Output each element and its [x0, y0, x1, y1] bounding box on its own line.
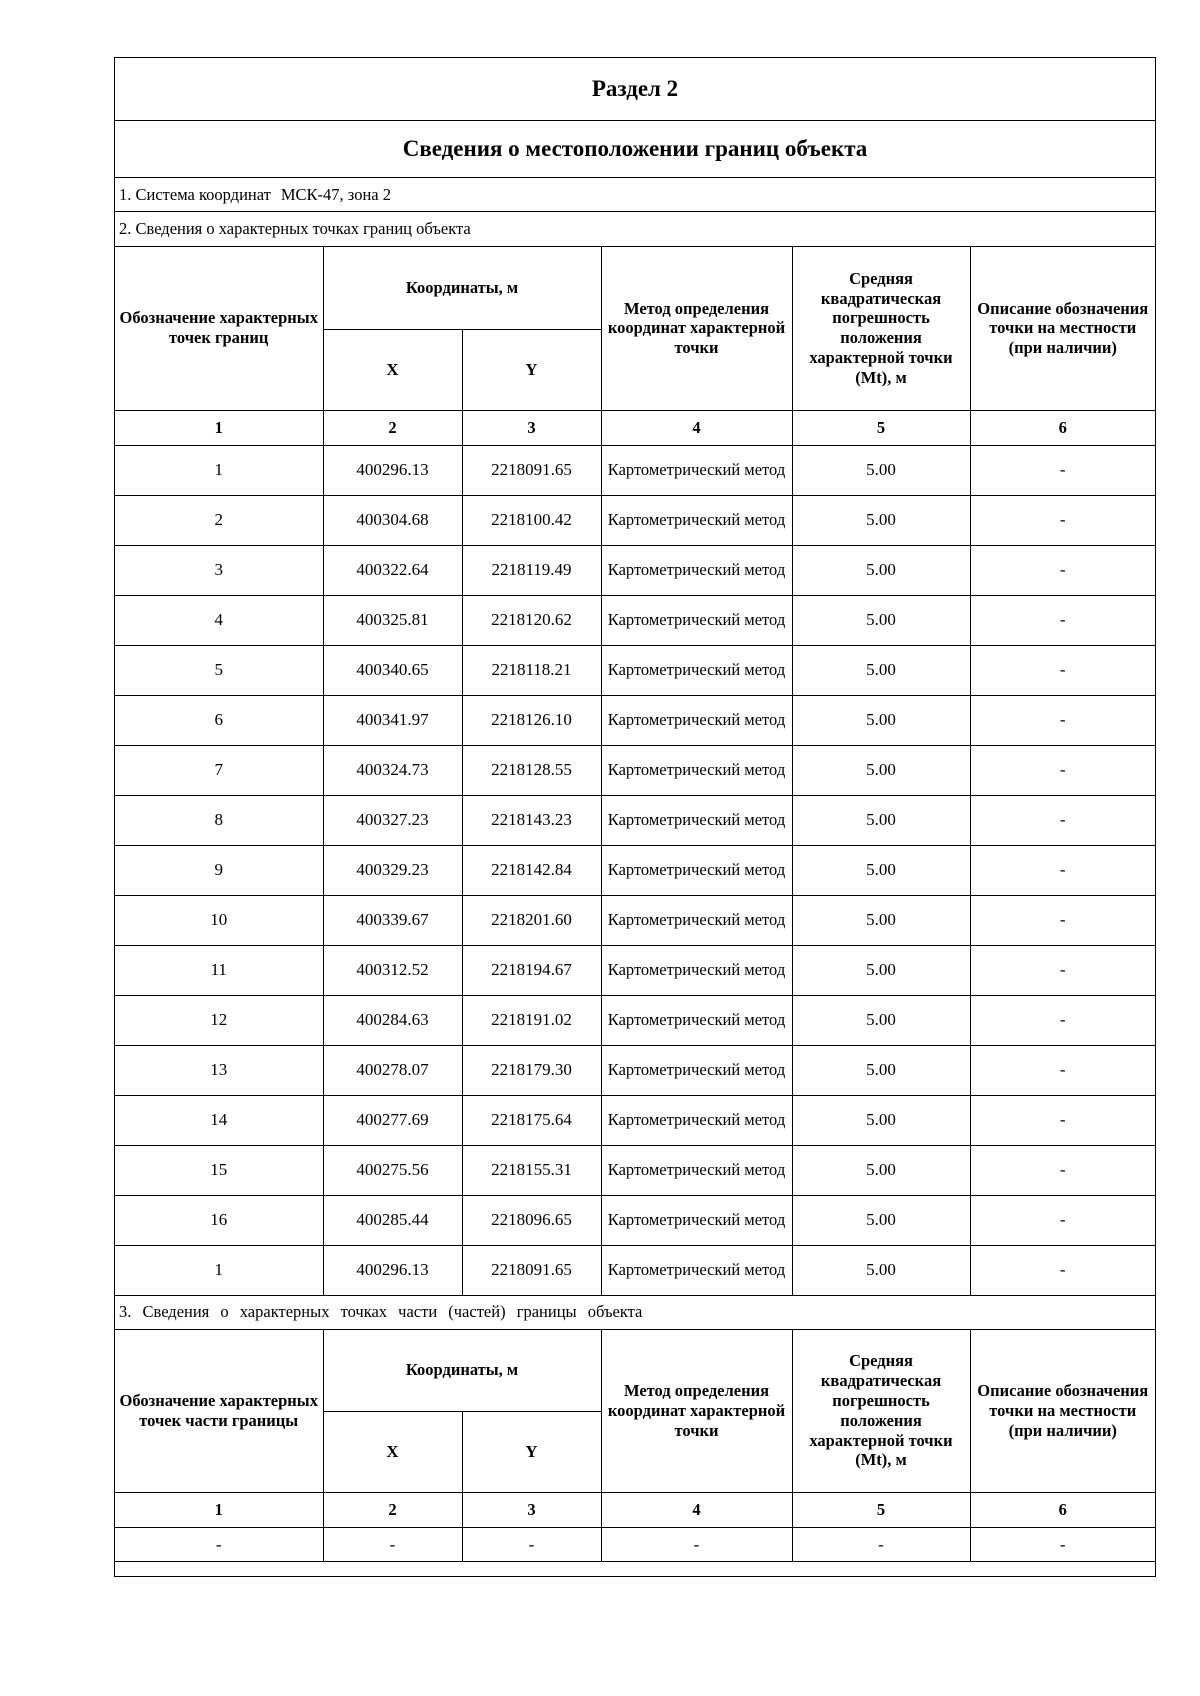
coord-x: 400312.52	[323, 945, 462, 995]
table-row	[115, 1045, 1155, 1095]
mean-error: 5.00	[792, 695, 970, 745]
point-number: -	[115, 1528, 323, 1562]
description: -	[970, 1528, 1155, 1562]
description: -	[970, 545, 1155, 595]
coord-x: 400275.56	[323, 1145, 462, 1195]
point-number: 3	[115, 545, 323, 595]
coord-y: 2218119.49	[462, 545, 601, 595]
description: -	[970, 995, 1155, 1045]
point-number: 11	[115, 945, 323, 995]
coord-y: 2218128.55	[462, 745, 601, 795]
part-points-label: 3. Сведения о характерных точках части (частей) границы объекта	[115, 1296, 1155, 1330]
coord-y: 2218191.02	[462, 995, 601, 1045]
description: -	[970, 595, 1155, 645]
description: -	[970, 1245, 1155, 1295]
mean-error: 5.00	[792, 1045, 970, 1095]
description: -	[970, 845, 1155, 895]
header-y: Y	[462, 1412, 601, 1493]
mean-error: 5.00	[792, 795, 970, 845]
mean-error: 5.00	[792, 545, 970, 595]
coord-x: 400284.63	[323, 995, 462, 1045]
point-number: 10	[115, 895, 323, 945]
coord-x: 400325.81	[323, 595, 462, 645]
table-row	[115, 795, 1155, 845]
header-error: Средняя квадратическая погрешность положения характерной точки (Mt), м	[792, 247, 970, 410]
mean-error: 5.00	[792, 645, 970, 695]
point-number: 1	[115, 1245, 323, 1295]
method: Картометрический метод	[601, 445, 792, 495]
point-number: 16	[115, 1195, 323, 1245]
description: -	[970, 1045, 1155, 1095]
point-number: 7	[115, 745, 323, 795]
mean-error: -	[792, 1528, 970, 1562]
table-row	[115, 1095, 1155, 1145]
column-numbers-row	[115, 1493, 1155, 1528]
method: Картометрический метод	[601, 945, 792, 995]
coord-x: 400322.64	[323, 545, 462, 595]
point-number: 4	[115, 595, 323, 645]
coord-x: 400278.07	[323, 1045, 462, 1095]
part-points-table	[115, 1330, 1155, 1563]
header-y: Y	[462, 329, 601, 410]
coord-x: -	[323, 1528, 462, 1562]
column-number: 4	[601, 410, 792, 445]
coord-y: 2218155.31	[462, 1145, 601, 1195]
method: Картометрический метод	[601, 1045, 792, 1095]
coord-y: -	[462, 1528, 601, 1562]
coord-x: 400340.65	[323, 645, 462, 695]
header-x: X	[323, 1412, 462, 1493]
description: -	[970, 495, 1155, 545]
method: Картометрический метод	[601, 645, 792, 695]
table-row	[115, 745, 1155, 795]
method: Картометрический метод	[601, 845, 792, 895]
table-row	[115, 1145, 1155, 1195]
mean-error: 5.00	[792, 445, 970, 495]
coord-y: 2218091.65	[462, 1245, 601, 1295]
method: Картометрический метод	[601, 545, 792, 595]
coord-x: 400296.13	[323, 445, 462, 495]
method: Картометрический метод	[601, 495, 792, 545]
column-numbers-row	[115, 410, 1155, 445]
point-number: 14	[115, 1095, 323, 1145]
header-designation: Обозначение характерных точек части границы	[115, 1330, 323, 1493]
method: Картометрический метод	[601, 1095, 792, 1145]
header-designation: Обозначение характерных точек границ	[115, 247, 323, 410]
mean-error: 5.00	[792, 1095, 970, 1145]
section-title: Раздел 2	[115, 58, 1155, 121]
coord-y: 2218175.64	[462, 1095, 601, 1145]
coord-y: 2218179.30	[462, 1045, 601, 1095]
mean-error: 5.00	[792, 745, 970, 795]
header-description: Описание обозначения точки на местности (при наличии)	[970, 1330, 1155, 1493]
header-coords: Координаты, м	[323, 247, 601, 329]
coord-x: 400329.23	[323, 845, 462, 895]
mean-error: 5.00	[792, 1195, 970, 1245]
description: -	[970, 895, 1155, 945]
table-row	[115, 1528, 1155, 1562]
mean-error: 5.00	[792, 995, 970, 1045]
header-method: Метод определения координат характерной точки	[601, 247, 792, 410]
method: Картометрический метод	[601, 1245, 792, 1295]
table-row	[115, 645, 1155, 695]
description: -	[970, 945, 1155, 995]
point-number: 2	[115, 495, 323, 545]
header-error: Средняя квадратическая погрешность положения характерной точки (Mt), м	[792, 1330, 970, 1493]
table-row	[115, 1195, 1155, 1245]
method: Картометрический метод	[601, 595, 792, 645]
method: Картометрический метод	[601, 995, 792, 1045]
coord-y: 2218118.21	[462, 645, 601, 695]
table-row	[115, 695, 1155, 745]
header-coords: Координаты, м	[323, 1330, 601, 1412]
description: -	[970, 1195, 1155, 1245]
column-number: 5	[792, 1493, 970, 1528]
table-row	[115, 495, 1155, 545]
table-row	[115, 595, 1155, 645]
coord-y: 2218126.10	[462, 695, 601, 745]
method: Картометрический метод	[601, 795, 792, 845]
point-number: 12	[115, 995, 323, 1045]
point-number: 9	[115, 845, 323, 895]
column-number: 6	[970, 410, 1155, 445]
column-number: 2	[323, 410, 462, 445]
coord-y: 2218201.60	[462, 895, 601, 945]
coord-y: 2218142.84	[462, 845, 601, 895]
coord-y: 2218120.62	[462, 595, 601, 645]
coord-x: 400341.97	[323, 695, 462, 745]
boundary-points-table	[115, 247, 1155, 1296]
coord-y: 2218091.65	[462, 445, 601, 495]
column-number: 3	[462, 1493, 601, 1528]
coord-x: 400277.69	[323, 1095, 462, 1145]
table-row	[115, 995, 1155, 1045]
method: Картометрический метод	[601, 1195, 792, 1245]
point-number: 1	[115, 445, 323, 495]
mean-error: 5.00	[792, 495, 970, 545]
description: -	[970, 445, 1155, 495]
column-number: 3	[462, 410, 601, 445]
mean-error: 5.00	[792, 595, 970, 645]
method: Картометрический метод	[601, 1145, 792, 1195]
description: -	[970, 695, 1155, 745]
coord-x: 400339.67	[323, 895, 462, 945]
description: -	[970, 645, 1155, 695]
header-method: Метод определения координат характерной точки	[601, 1330, 792, 1493]
point-number: 5	[115, 645, 323, 695]
point-number: 6	[115, 695, 323, 745]
header-description: Описание обозначения точки на местности (при наличии)	[970, 247, 1155, 410]
boundary-points-label: 2. Сведения о характерных точках границ объекта	[115, 212, 1155, 247]
mean-error: 5.00	[792, 945, 970, 995]
point-number: 15	[115, 1145, 323, 1195]
mean-error: 5.00	[792, 895, 970, 945]
column-number: 2	[323, 1493, 462, 1528]
coord-y: 2218143.23	[462, 795, 601, 845]
method: Картометрический метод	[601, 895, 792, 945]
description: -	[970, 1095, 1155, 1145]
column-number: 5	[792, 410, 970, 445]
coord-y: 2218096.65	[462, 1195, 601, 1245]
coord-y: 2218194.67	[462, 945, 601, 995]
mean-error: 5.00	[792, 1145, 970, 1195]
method: Картометрический метод	[601, 695, 792, 745]
coord-x: 400285.44	[323, 1195, 462, 1245]
mean-error: 5.00	[792, 845, 970, 895]
point-number: 8	[115, 795, 323, 845]
coord-system-value: МСК-47, зона 2	[280, 184, 391, 204]
column-number: 1	[115, 410, 323, 445]
description: -	[970, 795, 1155, 845]
mean-error: 5.00	[792, 1245, 970, 1295]
description: -	[970, 745, 1155, 795]
coord-x: 400296.13	[323, 1245, 462, 1295]
table-row	[115, 895, 1155, 945]
column-number: 4	[601, 1493, 792, 1528]
table-row	[115, 445, 1155, 495]
method: Картометрический метод	[601, 745, 792, 795]
table-row	[115, 545, 1155, 595]
header-x: X	[323, 329, 462, 410]
coord-x: 400327.23	[323, 795, 462, 845]
page-subtitle: Сведения о местоположении границ объекта	[115, 121, 1155, 178]
method: -	[601, 1528, 792, 1562]
table-row	[115, 845, 1155, 895]
document-page	[114, 57, 1156, 1577]
column-number: 1	[115, 1493, 323, 1528]
coord-x: 400324.73	[323, 745, 462, 795]
coord-system-label: 1. Система координат	[119, 184, 271, 204]
table-row	[115, 1245, 1155, 1295]
column-number: 6	[970, 1493, 1155, 1528]
description: -	[970, 1145, 1155, 1195]
table-bottom-spacer	[115, 1562, 1155, 1576]
point-number: 13	[115, 1045, 323, 1095]
coord-y: 2218100.42	[462, 495, 601, 545]
coord-x: 400304.68	[323, 495, 462, 545]
table-row	[115, 945, 1155, 995]
coord-system-line	[115, 178, 1155, 212]
